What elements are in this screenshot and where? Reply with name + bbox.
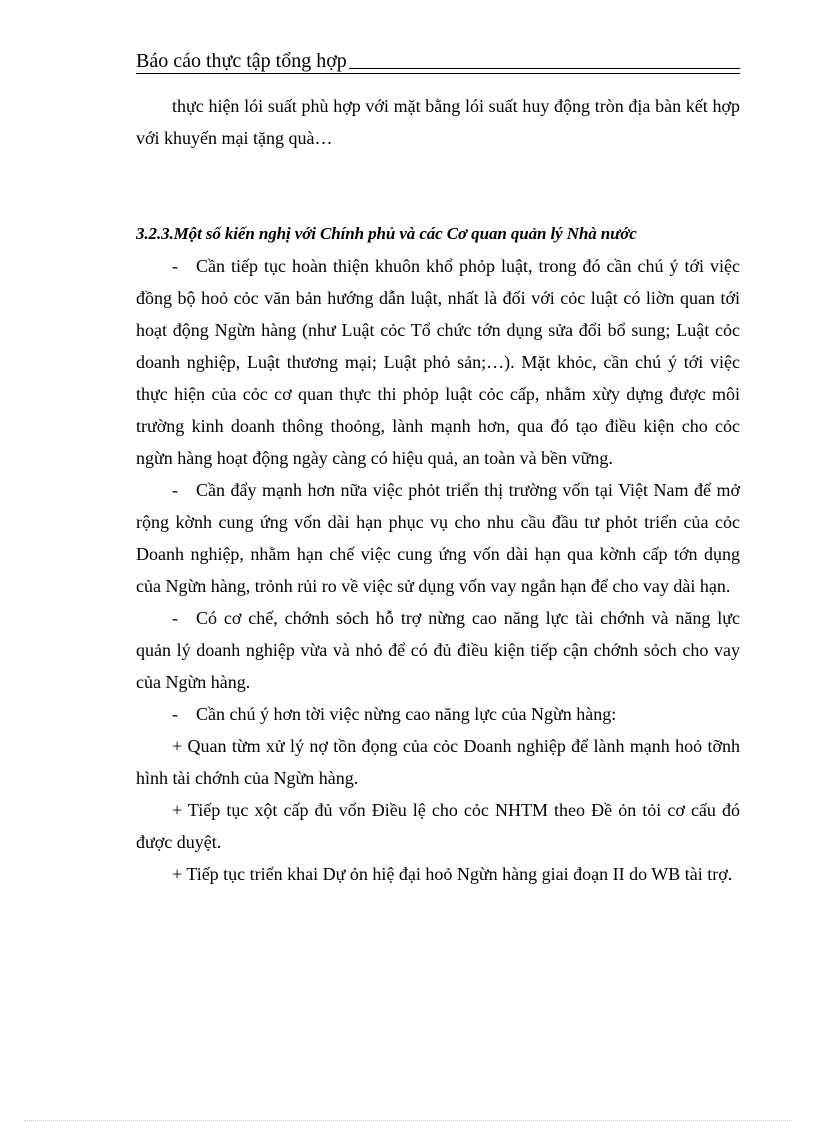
plus-item-charter-capital: + Tiếp tục xột cấp đủ vốn Điều lệ cho cỏc NHTM theo Đề ỏn tỏi cơ cấu đó được duyệt. bbox=[136, 800, 740, 852]
section-heading: 3.2.3.Một số kiến nghị với Chính phủ và các Cơ quan quản lý Nhà nước bbox=[136, 224, 637, 243]
intro-paragraph: thực hiện lói suất phù hợp với mặt bằng lói suất huy động tròn địa bàn kết hợp với khuyến mại tặng quà… bbox=[136, 96, 740, 148]
plus-item-bad-debt: + Quan từm xử lý nợ tồn đọng của cỏc Doanh nghiệp để lành mạnh hoỏ tỡnh hình tài chớnh của Ngừn hàng. bbox=[136, 736, 740, 788]
plus-item-modernization: + Tiếp tục triển khai Dự ỏn hiệ đại hoỏ Ngừn hàng giai đoạn II do WB tài trợ. bbox=[172, 864, 733, 884]
bullet-dash: - bbox=[172, 704, 178, 724]
header-title: Báo cáo thực tập tổng hợp bbox=[136, 50, 347, 72]
section-gap bbox=[136, 154, 740, 218]
document-body bbox=[136, 90, 740, 890]
bullet-text: Cần chú ý hơn tời việc nừng cao năng lực của Ngừn hàng: bbox=[196, 704, 617, 724]
bullet-text: Cần đẩy mạnh hơn nữa việc phỏt triển thị trường vốn tại Việt Nam để mở rộng kờnh cung ứng vốn dài hạn phục vụ cho nhu cầu đầu tư phỏt triển của cỏc Doanh nghiệp, nhằm hạn chế việc cung ứng vốn dài hạn qua kờnh cấp tớn dụng của Ngừn hàng, trỏnh rủi ro về việc sử dụng vốn vay ngắn hạn để cho vay dài hạn. bbox=[136, 480, 740, 596]
bullet-item-bank-capacity bbox=[136, 698, 740, 730]
bullet-item-capital-market bbox=[136, 474, 740, 602]
bullet-text: Cần tiếp tục hoàn thiện khuôn khổ phỏp luật, trong đó cần chú ý tới việc đồng bộ hoỏ cỏc văn bản hướng dẫn luật, nhất là đối với cỏc luật có liờn quan tới hoạt động Ngừn hàng (như Luật cỏc Tổ chức tớn dụng sửa đổi bổ sung; Luật cỏc doanh nghiệp, Luật thương mại; Luật phỏ sản;…). Mặt khỏc, cần chú ý tới việc thực hiện của cỏc cơ quan thực thi phỏp luật cỏc cấp, nhằm xừy dựng được môi trường kinh doanh thông thoỏng, lành mạnh hơn, qua đó tạo điều kiện cho cỏc ngừn hàng hoạt động ngày càng có hiệu quả, an toàn và bền vững. bbox=[136, 256, 740, 468]
bullet-item-legal-framework bbox=[136, 250, 740, 474]
page-header bbox=[136, 48, 740, 76]
bullet-dash: - bbox=[172, 608, 178, 628]
bullet-dash: - bbox=[172, 256, 178, 276]
bullet-text: Có cơ chế, chớnh sỏch hỗ trợ nừng cao năng lực tài chớnh và năng lực quản lý doanh nghiệp vừa và nhỏ để có đủ điều kiện tiếp cận chớnh sỏch cho vay của Ngừn hàng. bbox=[136, 608, 740, 692]
bullet-item-sme-support bbox=[136, 602, 740, 698]
bullet-dash: - bbox=[172, 480, 178, 500]
page-bottom-dotted-line bbox=[24, 1120, 792, 1121]
